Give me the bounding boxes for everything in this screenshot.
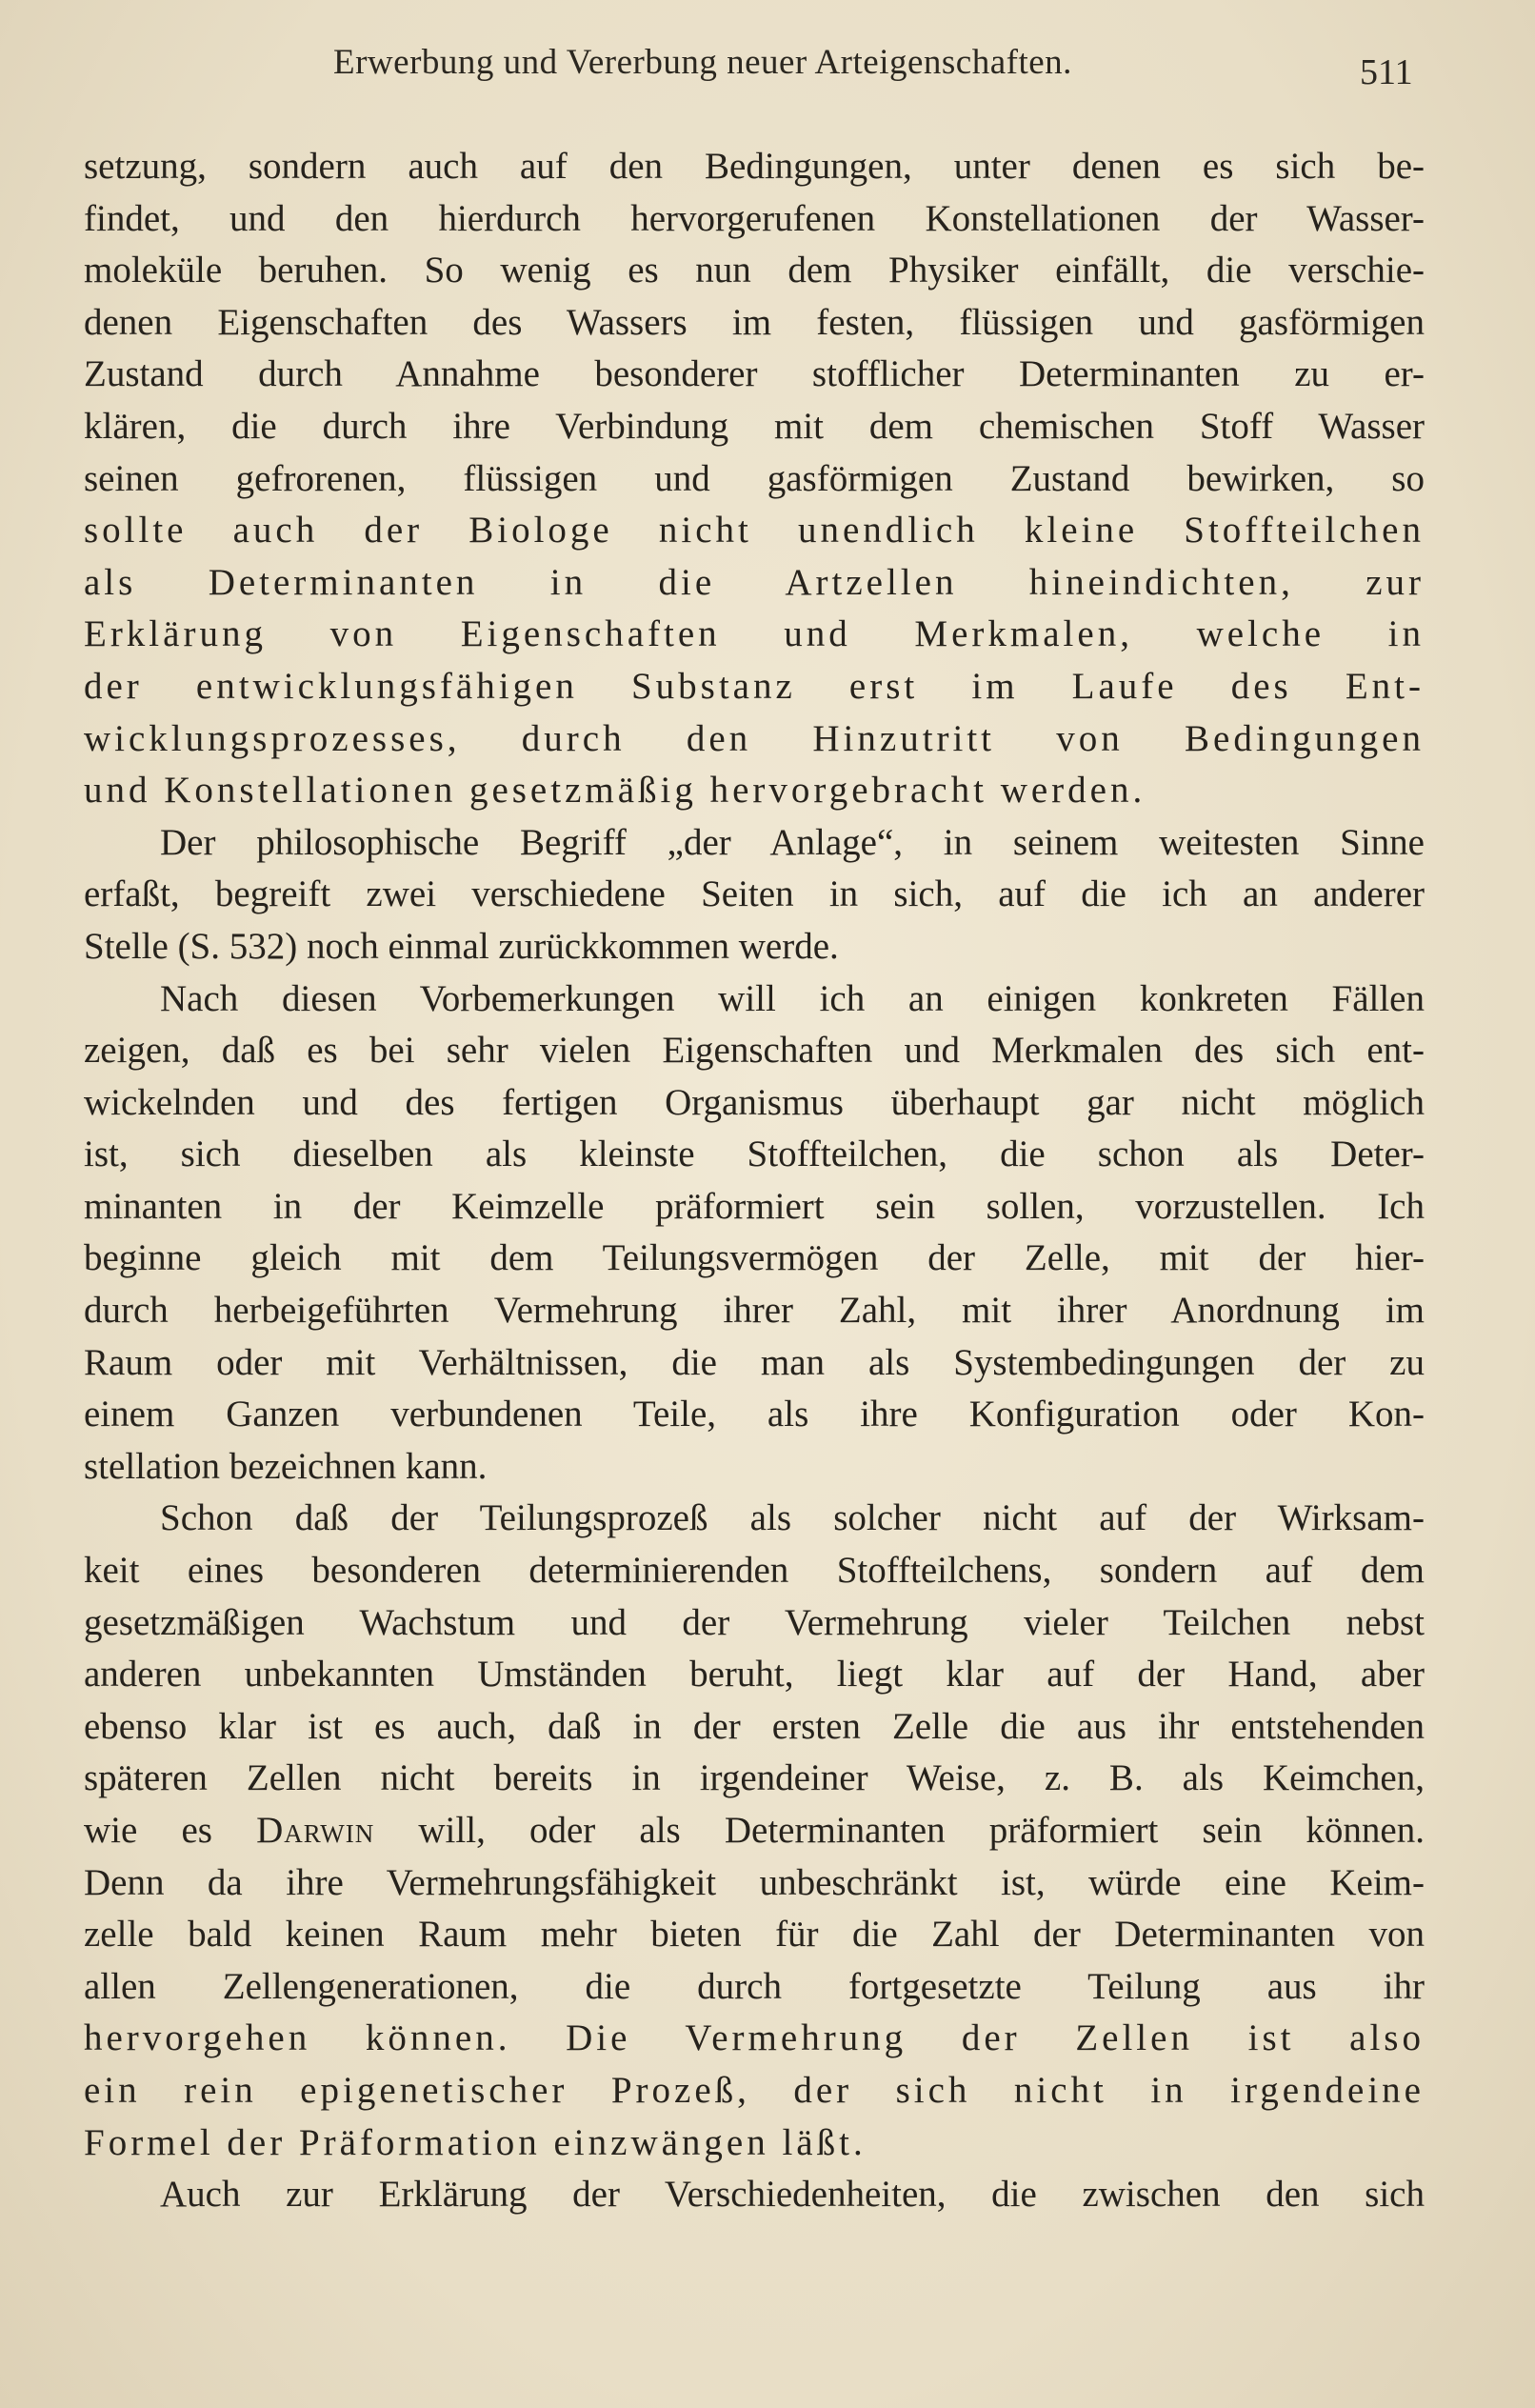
text-line: Formel der Präformation einzwängen läßt. [84, 2121, 867, 2163]
text-line: als Determinanten in die Artzellen hineindichten, zur [84, 561, 1425, 603]
text-line: Erklärung von Eigenschaften und Merkmalen, welche in [84, 613, 1425, 655]
text-line: der entwicklungsfähigen Substanz erst im Laufe des Ent- [84, 665, 1425, 707]
text-line: ebenso klar ist es auch, daß in der ersten Zelle die aus ihr entstehenden [84, 1705, 1425, 1747]
text-line: hervorgehen können. Die Vermehrung der Zellen ist also [84, 2017, 1425, 2059]
text-line: keit eines besonderen determinierenden Stoffteilchens, sondern auf dem [84, 1550, 1425, 1592]
text-line: ein rein epigenetischer Prozeß, der sich nicht in irgendeine [84, 2069, 1425, 2111]
text-line: wie es Darwin will, oder als Determinanten präformiert sein können. [84, 1810, 1425, 1851]
text-line: Stelle (S. 532) noch einmal zurückkommen werde. [84, 925, 839, 967]
text-line: Zustand durch Annahme besonderer stofflicher Determinanten zu er- [84, 353, 1425, 395]
text-line: zelle bald keinen Raum mehr bieten für die Zahl der Determinanten von [84, 1914, 1425, 1956]
paragraph-start: Schon daß der Teilungsprozeß als solcher nicht auf der Wirksam- [160, 1497, 1425, 1539]
text-line: setzung, sondern auch auf den Bedingungen, unter denen es sich be- [84, 146, 1425, 187]
running-head: Erwerbung und Vererbung neuer Arteigenschaften. [333, 43, 1072, 82]
author-name: Darwin [256, 1810, 375, 1851]
text-line: einem Ganzen verbundenen Teile, als ihre Konfiguration oder Kon- [84, 1394, 1425, 1435]
text-line: moleküle beruhen. So wenig es nun dem Physiker einfällt, die verschie- [84, 250, 1425, 291]
text-line: durch herbeigeführten Vermehrung ihrer Zahl, mit ihrer Anordnung im [84, 1290, 1425, 1332]
paragraph-start: Der philosophische Begriff „der Anlage“, in seinem weitesten Sinne [160, 821, 1425, 863]
text-line: erfaßt, begreift zwei verschiedene Seiten in sich, auf die ich an anderer [84, 873, 1425, 915]
text-line: allen Zellengenerationen, die durch fortgesetzte Teilung aus ihr [84, 1965, 1425, 2007]
text-line: beginne gleich mit dem Teilungsvermögen der Zelle, mit der hier- [84, 1237, 1425, 1279]
text-line: gesetzmäßigen Wachstum und der Vermehrung vieler Teilchen nebst [84, 1601, 1425, 1643]
text-line: seinen gefrorenen, flüssigen und gasförmigen Zustand bewirken, so [84, 457, 1425, 499]
text-line: wickelnden und des fertigen Organismus überhaupt gar nicht möglich [84, 1081, 1425, 1123]
text-line: ist, sich dieselben als kleinste Stoffteilchen, die schon als Deter- [84, 1134, 1425, 1175]
text-line: Denn da ihre Vermehrungsfähigkeit unbeschränkt ist, würde eine Keim- [84, 1861, 1425, 1903]
text-line: wicklungsprozesses, durch den Hinzutritt von Bedingungen [84, 717, 1425, 759]
text-line: und Konstellationen gesetzmäßig hervorgebracht werden. [84, 770, 1146, 812]
text-line: Raum oder mit Verhältnissen, die man als Systembedingungen der zu [84, 1341, 1425, 1383]
text-line: zeigen, daß es bei sehr vielen Eigenschaften und Merkmalen des sich ent- [84, 1030, 1425, 1072]
text-line: klären, die durch ihre Verbindung mit dem chemischen Stoff Wasser [84, 405, 1425, 447]
text-line: stellation bezeichnen kann. [84, 1445, 488, 1487]
page-number: 511 [1360, 52, 1413, 92]
text-line: sollte auch der Biologe nicht unendlich kleine Stoffteilchen [84, 510, 1425, 552]
paragraph-start: Auch zur Erklärung der Verschiedenheiten, die zwischen den sich [160, 2174, 1425, 2216]
body-text [84, 141, 1425, 2221]
text-line: denen Eigenschaften des Wassers im festen, flüssigen und gasförmigen [84, 301, 1425, 343]
text-line: findet, und den hierdurch hervorgerufenen Konstellationen der Wasser- [84, 197, 1425, 239]
text-line: minanten in der Keimzelle präformiert sein sollen, vorzustellen. Ich [84, 1185, 1425, 1227]
text-line: anderen unbekannten Umständen beruht, liegt klar auf der Hand, aber [84, 1654, 1425, 1696]
paragraph-start: Nach diesen Vorbemerkungen will ich an einigen konkreten Fällen [160, 977, 1425, 1019]
text-line: späteren Zellen nicht bereits in irgendeiner Weise, z. B. als Keimchen, [84, 1757, 1425, 1799]
